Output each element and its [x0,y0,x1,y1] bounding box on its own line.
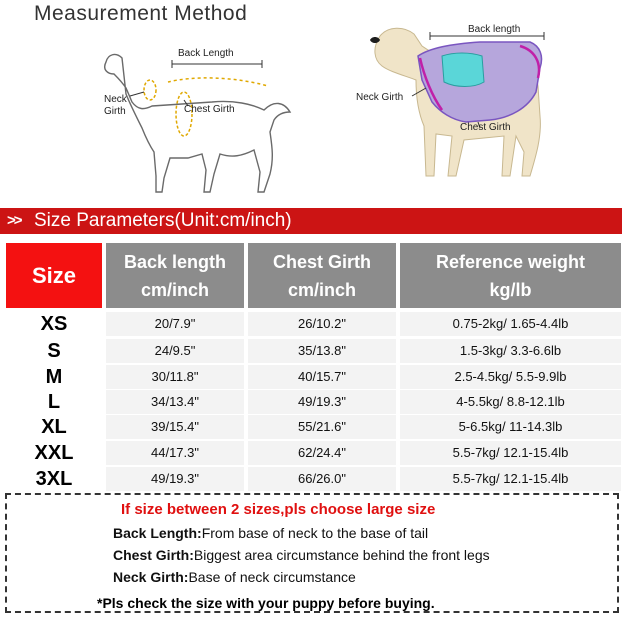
note-neck-girth-text: Base of neck circumstance [188,569,356,585]
row-reference-weight: 1.5-3kg/ 3.3-6.6lb [400,339,621,363]
row-back-length: 34/13.4" [106,390,244,414]
row-reference-weight: 4-5.5kg/ 8.8-12.1lb [400,390,621,414]
row-reference-weight: 5.5-7kg/ 12.1-15.4lb [400,467,621,491]
row-size: XXL [34,442,74,464]
size-tip: If size between 2 sizes,pls choose large size [121,501,436,518]
back-length-line [172,60,262,68]
row-size: XS [40,313,68,335]
back-length-dashes [168,78,268,86]
header-chest-girth-unit: cm/inch [287,280,357,300]
row-size: S [47,340,61,362]
header-reference-weight-unit: kg/lb [489,280,532,300]
illus-back-length-label: Back length [468,24,521,35]
row-size: XL [41,416,67,438]
dog-measurement-diagram [92,40,302,200]
header-reference-weight [400,243,621,308]
diagram-neck-girth-label-2: Girth [104,106,126,117]
header-back-length-unit: cm/inch [140,280,210,300]
row-back-length: 30/11.8" [106,365,244,389]
note-back-length-text: From base of neck to the base of tail [201,525,429,541]
row-chest-girth: 26/10.2" [248,312,396,336]
row-back-length: 44/17.3" [106,441,244,465]
note-back-length [113,525,428,541]
row-chest-girth: 49/19.3" [248,390,396,414]
note-neck-girth [113,569,356,585]
row-back-length: 49/19.3" [106,467,244,491]
row-back-length: 24/9.5" [106,339,244,363]
note-back-length-label: Back Length: [113,525,202,541]
header-reference-weight-title: Reference weight [435,252,586,272]
row-chest-girth: 62/24.4" [248,441,396,465]
row-size: L [47,391,61,413]
diagram-chest-girth-label: Chest Girth [184,104,235,115]
header-back-length [106,243,244,308]
note-chest-girth-label: Chest Girth: [113,547,194,563]
diagram-back-length-label: Back Length [178,48,234,59]
diagram-neck-girth-label-1: Neck [104,94,127,105]
row-reference-weight: 0.75-2kg/ 1.65-4.4lb [400,312,621,336]
size-parameters-banner [0,208,622,234]
header-size: Size [6,243,102,308]
illus-chest-girth-label: Chest Girth [460,122,511,133]
note-neck-girth-label: Neck Girth: [113,569,189,585]
neck-pointer [130,92,144,96]
note-chest-girth-text: Biggest area circumstance behind the front legs [193,547,490,563]
header-chest-girth-title: Chest Girth [272,252,371,272]
illus-neck-girth-label: Neck Girth [356,92,404,103]
note-chest-girth [113,547,490,563]
row-size: M [45,366,63,388]
neck-girth-marker [144,80,156,100]
row-reference-weight: 2.5-4.5kg/ 5.5-9.9lb [400,365,621,389]
row-back-length: 20/7.9" [106,312,244,336]
header-chest-girth [248,243,396,308]
row-size: 3XL [35,468,73,490]
row-chest-girth: 66/26.0" [248,467,396,491]
row-reference-weight: 5.5-7kg/ 12.1-15.4lb [400,441,621,465]
page-title: Measurement Method [34,2,248,25]
row-chest-girth: 35/13.8" [248,339,396,363]
dog-outline [105,55,290,192]
row-chest-girth: 40/15.7" [248,365,396,389]
size-notes-box [5,493,619,613]
size-check-note: *Pls check the size with your puppy before buying. [97,595,435,611]
row-reference-weight: 5-6.5kg/ 11-14.3lb [400,415,621,439]
banner-title: Size Parameters(Unit:cm/inch) [34,210,292,231]
row-back-length: 39/15.4" [106,415,244,439]
header-back-length-title: Back length [123,252,227,272]
row-chest-girth: 55/21.6" [248,415,396,439]
vest-panel [442,53,484,87]
double-chevron-icon: >> [7,212,21,229]
